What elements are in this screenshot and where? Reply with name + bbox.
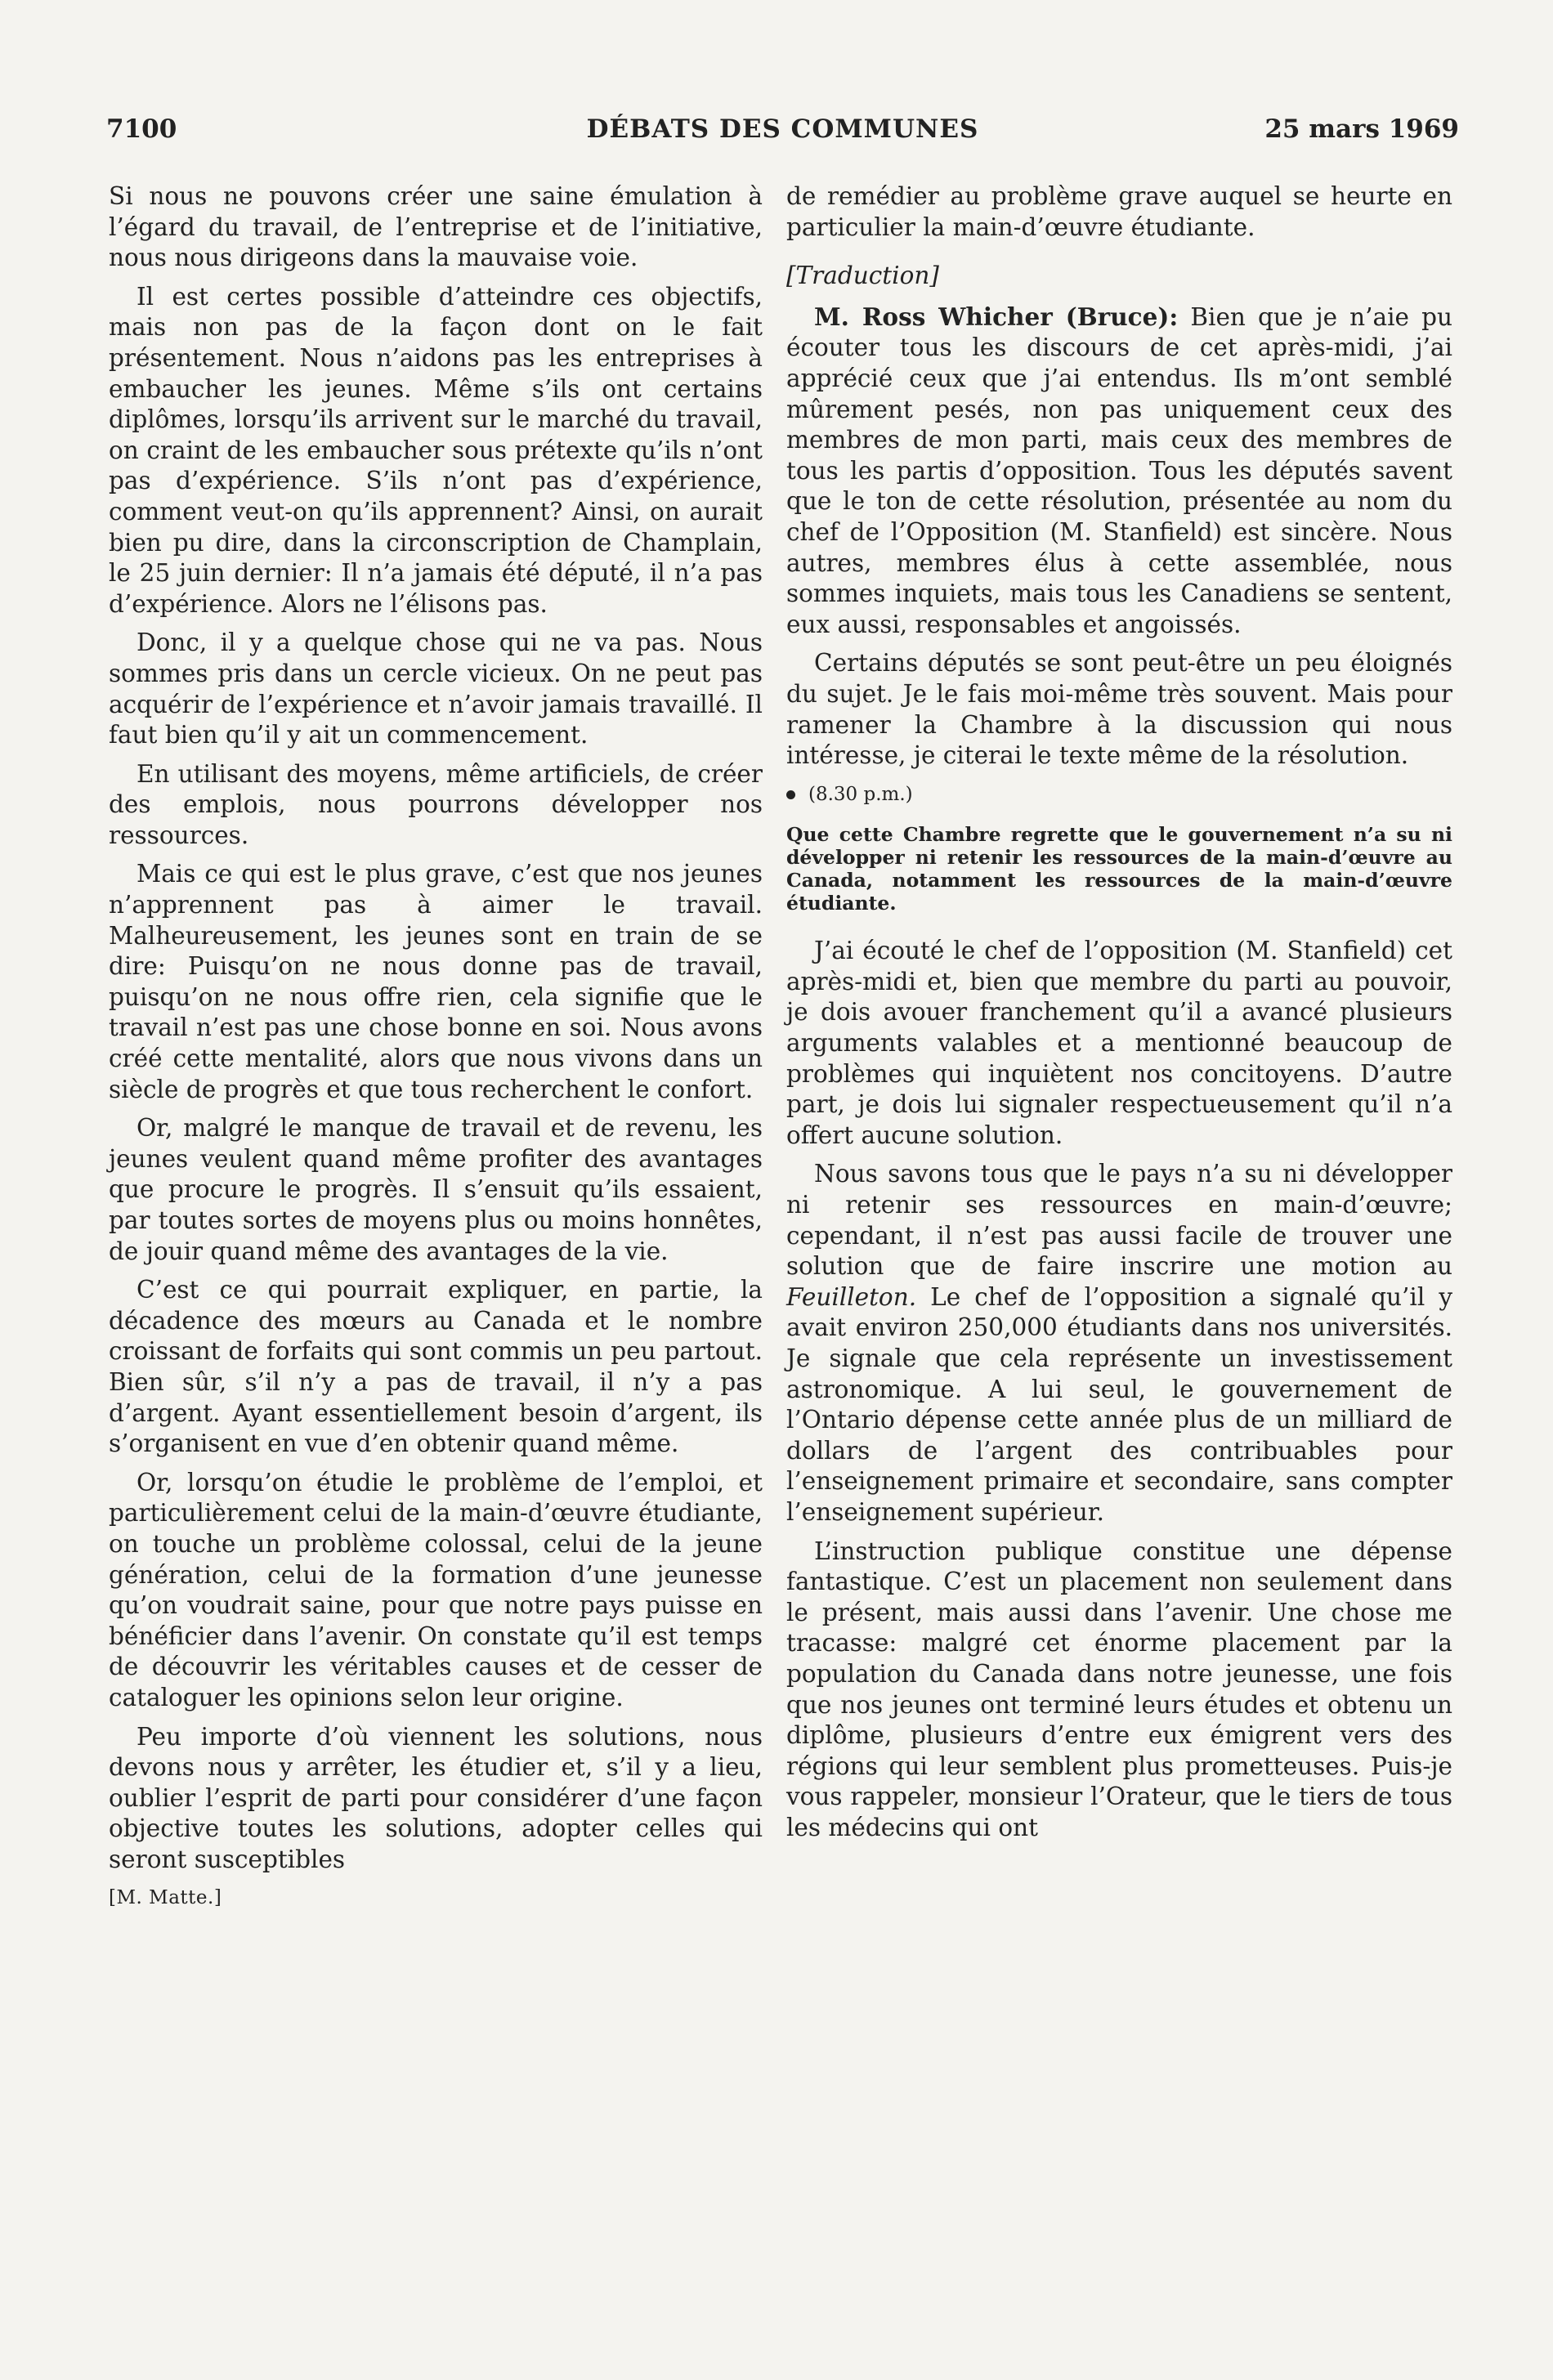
paragraph: Mais ce qui est le plus grave, c’est que nos jeunes n’apprennent pas à aimer le travail. Malheureusement, les jeunes sont en train de se dire: Puisqu’on ne nous donne pas de travail, puisqu’on ne nous offre rien, cela signifie que le travail n’est pas une chose bonne en soi. Nous avons créé cette mentalité, alors que nous vivons dans un siècle de progrès et que tous recherchent le confort. — [109, 860, 763, 1103]
motion-text: Que cette Chambre regrette que le gouvernement n’a su ni développer ni retenir les ressources de la main-d’œuvre au Canada, notamment les ressources de la main-d’œuvre étudiante. — [786, 823, 1452, 915]
publication-date: 25 mars 1969 — [1264, 114, 1459, 144]
paragraph: Certains députés se sont peut-être un peu éloignés du sujet. Je le fais moi-même très souvent. Mais pour ramener la Chambre à la discussion qui nous intéresse, je citerai le texte même de la résolution. — [786, 649, 1452, 770]
paragraph: Si nous ne pouvons créer une saine émulation à l’égard du travail, de l’entreprise et de l’initiative, nous nous dirigeons dans la mauvaise voie. — [109, 182, 763, 272]
paragraph: Il est certes possible d’atteindre ces objectifs, mais non pas de la façon dont on le fait présentement. Nous n’aidons pas les entreprises à embaucher les jeunes. Même s’ils ont certains diplômes, lorsqu’ils arrivent sur le marché du travail, on craint de les embaucher sous prétexte qu’ils n’ont pas d’expérience. S’ils n’ont pas d’expérience, comment veut-on qu’ils apprennent? Ainsi, on aurait bien pu dire, dans la circonscription de Champlain, le 25 juin dernier: Il n’a jamais été député, il n’a pas d’expérience. Alors ne l’élisons pas. — [109, 282, 763, 618]
time-text: (8.30 p.m.) — [808, 783, 913, 805]
right-column — [786, 181, 1452, 1852]
paragraph: J’ai écouté le chef de l’opposition (M. Stanfield) cet après-midi et, bien que membre du parti au pouvoir, je dois avouer franchement qu’il a avancé plusieurs arguments valables et a mentionné beaucoup de problèmes qui inquiètent nos concitoyens. D’autre part, je dois lui signaler respectueusement qu’il n’a offert aucune solution. — [786, 937, 1452, 1149]
speaker-paragraph — [786, 302, 1452, 641]
bullet-icon — [786, 790, 795, 799]
publication-title: DÉBATS DES COMMUNES — [586, 114, 979, 144]
paragraph: Donc, il y a quelque chose qui ne va pas. Nous sommes pris dans un cercle vicieux. On ne peut pas acquérir de l’expérience et n’avoir jamais travaillé. Il faut bien qu’il y ait un commencement. — [109, 629, 763, 749]
paragraph: En utilisant des moyens, même artificiels, de créer des emplois, nous pourrons développer nos ressources. — [109, 759, 763, 849]
page-header — [106, 114, 1459, 155]
left-column — [109, 181, 763, 1914]
speaker-text: Bien que je n’aie pu écouter tous les discours de cet après-midi, j’ai apprécié ceux que j’ai entendus. Ils m’ont semblé mûrement pesés, non pas uniquement ceux des membres de mon parti, mais ceux des membres de tous les partis d’opposition. Tous les députés savent que le ton de cette résolution, présentée au nom du chef de l’Opposition (M. Stanfield) est sincère. Nous autres, membres élus à cette assemblée, nous sommes inquiets, mais tous les Canadiens se sentent, eux aussi, responsables et angoissés. — [786, 302, 1452, 638]
italic-term: Feuilleton. — [786, 1282, 917, 1311]
time-marker — [786, 780, 1452, 811]
paragraph: C’est ce qui pourrait expliquer, en partie, la décadence des mœurs au Canada et le nombre croissant de forfaits qui sont commis un peu partout. Bien sûr, s’il n’y a pas de travail, il n’y a pas d’argent. Ayant essentiellement besoin d’argent, ils s’organisent en vue d’en obtenir quand même. — [109, 1276, 763, 1458]
speaker-signature: [M. Matte.] — [109, 1887, 222, 1909]
translation-label: [Traduction] — [786, 262, 939, 290]
paragraph: Or, malgré le manque de travail et de revenu, les jeunes veulent quand même profiter des avantages que procure le progrès. Il s’ensuit qu’ils essaient, par toutes sortes de moyens plus ou moins honnêtes, de jouir quand même des avantages de la vie. — [109, 1114, 763, 1265]
text-run: Le chef de l’opposition a signalé qu’il y avait environ 250,000 étudiants dans nos universités. Je signale que cela représente un investissement astronomique. A lui seul, le gouvernement de l’Ontario dépense cette année plus de un milliard de dollars de l’argent des contribuables pour l’enseignement primaire et secondaire, sans compter l’enseignement supérieur. — [786, 1282, 1452, 1526]
page-number: 7100 — [106, 114, 177, 144]
speaker-name: M. Ross Whicher (Bruce): — [814, 302, 1179, 331]
paragraph — [786, 1159, 1452, 1528]
paragraph: L’instruction publique constitue une dépense fantastique. C’est un placement non seulement dans le présent, mais aussi dans l’avenir. Une chose me tracasse: malgré cet énorme placement par la population du Canada dans notre jeunesse, une fois que nos jeunes ont terminé leurs études et obtenu un diplôme, plusieurs d’entre eux émigrent vers des régions qui leur semblent plus prometteuses. Puis-je vous rappeler, monsieur l’Orateur, que le tiers de tous les médecins qui ont — [786, 1537, 1452, 1841]
paragraph: Peu importe d’où viennent les solutions, nous devons nous y arrêter, les étudier et, s’il y a lieu, oublier l’esprit de parti pour considérer d’une façon objective toutes les solutions, adopter celles qui seront susceptibles — [109, 1722, 763, 1873]
paragraph: Or, lorsqu’on étudie le problème de l’emploi, et particulièrement celui de la main-d’œuvre étudiante, on touche un problème colossal, celui de la jeune génération, celui de la formation d’une jeunesse qu’on voudrait saine, pour que notre pays puisse en bénéficier dans l’avenir. On constate qu’il est temps de découvrir les véritables causes et de cesser de cataloguer les opinions selon leur origine. — [109, 1468, 763, 1711]
text-run: Nous savons tous que le pays n’a su ni développer ni retenir ses ressources en main-d’œuvre; cependant, il n’est pas aussi facile de trouver une solution que de faire inscrire une motion au — [786, 1160, 1452, 1281]
paragraph: de remédier au problème grave auquel se heurte en particulier la main-d’œuvre étudiante. — [786, 182, 1452, 241]
